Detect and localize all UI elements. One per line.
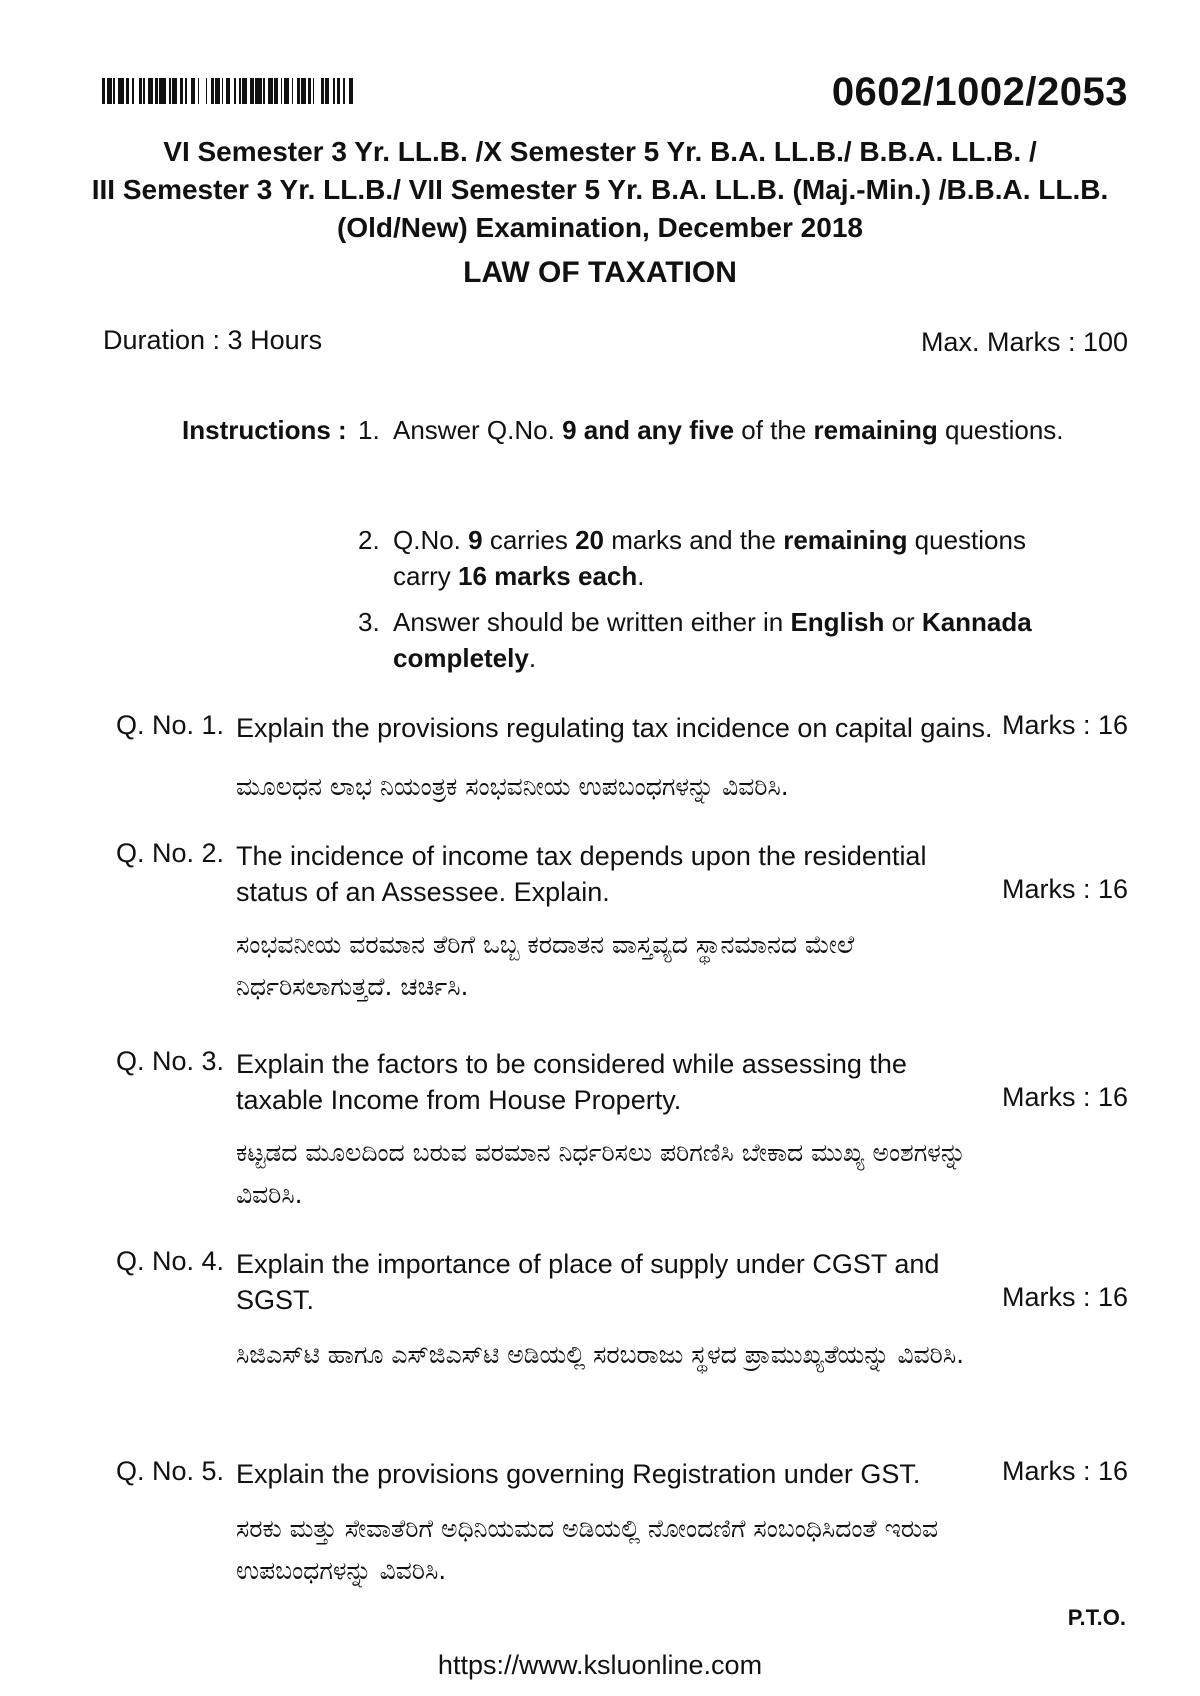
question-kannada: ಸಂಭವನೀಯ ವರಮಾನ ತೆರಿಗೆ ಒಬ್ಬ ಕರದಾತನ ವಾಸ್ತವ್ಯದ ಸ್ಥಾನಮಾನದ ಮೇಲೆ ನಿರ್ಧರಿಸಲಾಗುತ್ತದೆ. ಚರ್ಚಿಸಿ.: [236, 930, 855, 1001]
instruction-2: Q.No. 9 carries 20 marks and the remaining questions carry 16 marks each.: [393, 525, 1026, 591]
duration: Duration : 3 Hours: [103, 325, 323, 355]
question-text: Explain the provisions regulating tax incidence on capital gains.: [236, 713, 993, 743]
instruction-3: Answer should be written either in English or Kannada completely.: [393, 607, 1032, 673]
paper-code: 0602/1002/2053: [831, 70, 1128, 114]
header-line-1: VI Semester 3 Yr. LL.B. /X Semester 5 Yr. B.A. LL.B./ B.B.A. LL.B. /: [163, 136, 1037, 167]
question-number: Q. No. 4.: [116, 1246, 225, 1276]
instructions-label: Instructions :: [182, 415, 347, 445]
question-marks: Marks : 16: [1001, 710, 1128, 740]
max-marks: Max. Marks : 100: [920, 327, 1128, 357]
pto-note: P.T.O.: [1067, 1605, 1126, 1630]
question-kannada: ಸರಕು ಮತ್ತು ಸೇವಾತೆರಿಗೆ ಅಧಿನಿಯಮದ ಅಡಿಯಲ್ಲಿ ನೋಂದಣಿಗೆ ಸಂಬಂಧಿಸಿದಂತೆ ಇರುವ ಉಪಬಂಧಗಳನ್ನು ವಿವರಿಸಿ.: [236, 1514, 939, 1585]
barcode: [102, 78, 432, 104]
footer-url: https://www.ksluonline.com: [437, 1650, 763, 1680]
header-line-3: (Old/New) Examination, December 2018: [337, 212, 863, 243]
instruction-number: 3.: [358, 607, 380, 637]
question-number: Q. No. 2.: [116, 838, 225, 868]
question-kannada: ಮೂಲಧನ ಲಾಭ ನಿಯಂತ್ರಕ ಸಂಭವನೀಯ ಉಪಬಂಧಗಳನ್ನು ವಿವರಿಸಿ.: [236, 772, 789, 801]
header-line-2: III Semester 3 Yr. LL.B./ VII Semester 5 Yr. B.A. LL.B. (Maj.-Min.) /B.B.A. LL.B.: [91, 174, 1109, 205]
instruction-number: 2.: [358, 525, 380, 555]
question-marks: Marks : 16: [1001, 1282, 1128, 1312]
question-text: Explain the provisions governing Registration under GST.: [236, 1459, 921, 1489]
question-marks: Marks : 16: [1001, 874, 1128, 904]
exam-subject: LAW OF TAXATION: [463, 256, 737, 289]
question-marks: Marks : 16: [1001, 1456, 1128, 1486]
question-number: Q. No. 3.: [116, 1046, 225, 1076]
instruction-number: 1.: [358, 415, 380, 445]
question-marks: Marks : 16: [1001, 1082, 1128, 1112]
instruction-1: Answer Q.No. 9 and any five of the remaining questions.: [393, 415, 1064, 445]
question-number: Q. No. 1.: [116, 710, 225, 740]
question-kannada: ಸಿಜಿಎಸ್‌ಟಿ ಹಾಗೂ ಎಸ್‌ಜಿಎಸ್‌ಟಿ ಅಡಿಯಲ್ಲಿ ಸರಬರಾಜು ಸ್ಥಳದ ಪ್ರಾಮುಖ್ಯತೆಯನ್ನು ವಿವರಿಸಿ.: [236, 1340, 965, 1369]
question-text: Explain the importance of place of supply under CGST and SGST.: [236, 1249, 940, 1315]
barcode-bar: [353, 78, 355, 104]
question-kannada: ಕಟ್ಟಡದ ಮೂಲದಿಂದ ಬರುವ ವರಮಾನ ನಿರ್ಧರಿಸಲು ಪರಿಗಣಿಸಿ ಬೇಕಾದ ಮುಖ್ಯ ಅಂಶಗಳನ್ನು ವಿವರಿಸಿ.: [236, 1138, 967, 1209]
question-text: The incidence of income tax depends upon the residential status of an Assessee. Explain.: [236, 841, 927, 907]
question-text: Explain the factors to be considered while assessing the taxable Income from House Property.: [236, 1049, 907, 1115]
question-number: Q. No. 5.: [116, 1456, 225, 1486]
